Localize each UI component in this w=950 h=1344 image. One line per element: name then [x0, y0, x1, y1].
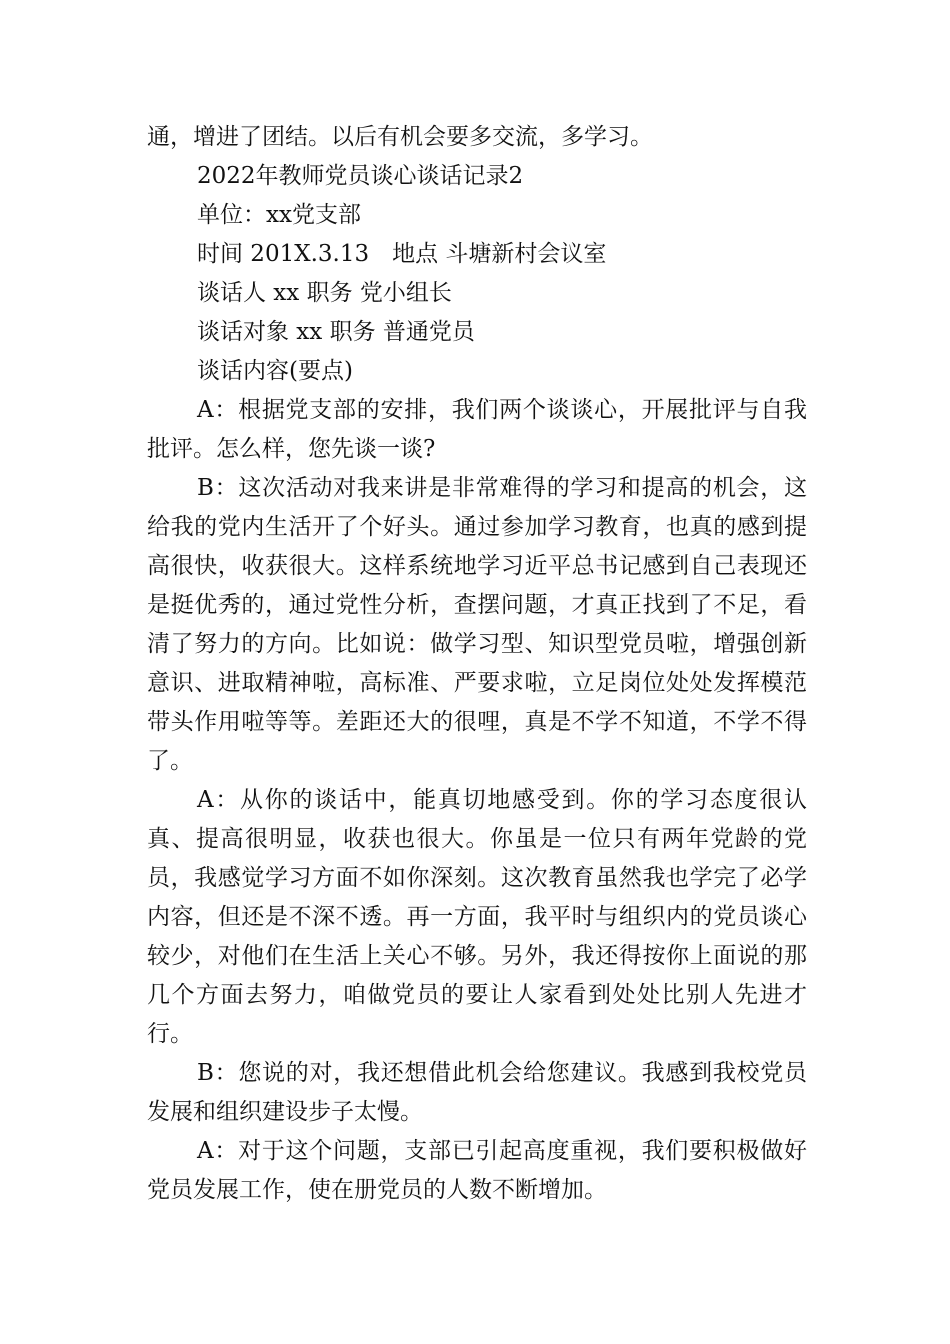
- unit-line: 单位：xx党支部: [197, 202, 361, 228]
- interviewer-line: 谈话人 xx 职务 党小组长: [197, 280, 452, 306]
- dialogue-paragraph: A：从你的谈话中，能真切地感受到。你的学习态度很认真、提高很明显，收获也很大。你虽是一位只有两年党龄的党员，我感觉学习方面不如你深刻。这次教育虽然我也学完了必学内容，但还是不深不透。再一方面，我平时与组织内的党员谈心较少，对他们在生活上关心不够。另外，我还得按你上面说的那几个方面去努力，咱做党员的要让人家看到处处比别人先进才行。: [147, 787, 807, 1047]
- document-page: [147, 118, 807, 1210]
- dialogue-paragraph: B：这次活动对我来讲是非常难得的学习和提高的机会，这给我的党内生活开了个好头。通过参加学习教育，也真的感到提高很快，收获很大。这样系统地学习近平总书记感到自己表现还是挺优秀的，通过党性分析，查摆问题，才真正找到了不足，看清了努力的方向。比如说：做学习型、知识型党员啦，增强创新意识、进取精神啦，高标准、严要求啦，立足岗位处处发挥模范带头作用啦等等。差距还大的很哩，真是不学不知道，不学不得了。: [147, 475, 807, 774]
- time-location-line: 时间 201X.3.13 地点 斗塘新村会议室: [197, 241, 607, 267]
- dialogue-paragraph: B：您说的对，我还想借此机会给您建议。我感到我校党员发展和组织建设步子太慢。: [147, 1060, 807, 1125]
- dialogue-paragraph: A：对于这个问题，支部已引起高度重视，我们要积极做好党员发展工作，使在册党员的人数不断增加。: [147, 1138, 807, 1203]
- interviewee-line: 谈话对象 xx 职务 普通党员: [197, 319, 475, 345]
- document-title: 2022年教师党员谈心谈话记录2: [197, 163, 524, 189]
- paragraph-continuation: 通，增进了团结。以后有机会要多交流，多学习。: [147, 124, 653, 150]
- content-heading: 谈话内容(要点): [197, 358, 353, 384]
- dialogue-paragraph: A：根据党支部的安排，我们两个谈谈心，开展批评与自我批评。怎么样，您先谈一谈?: [147, 397, 807, 462]
